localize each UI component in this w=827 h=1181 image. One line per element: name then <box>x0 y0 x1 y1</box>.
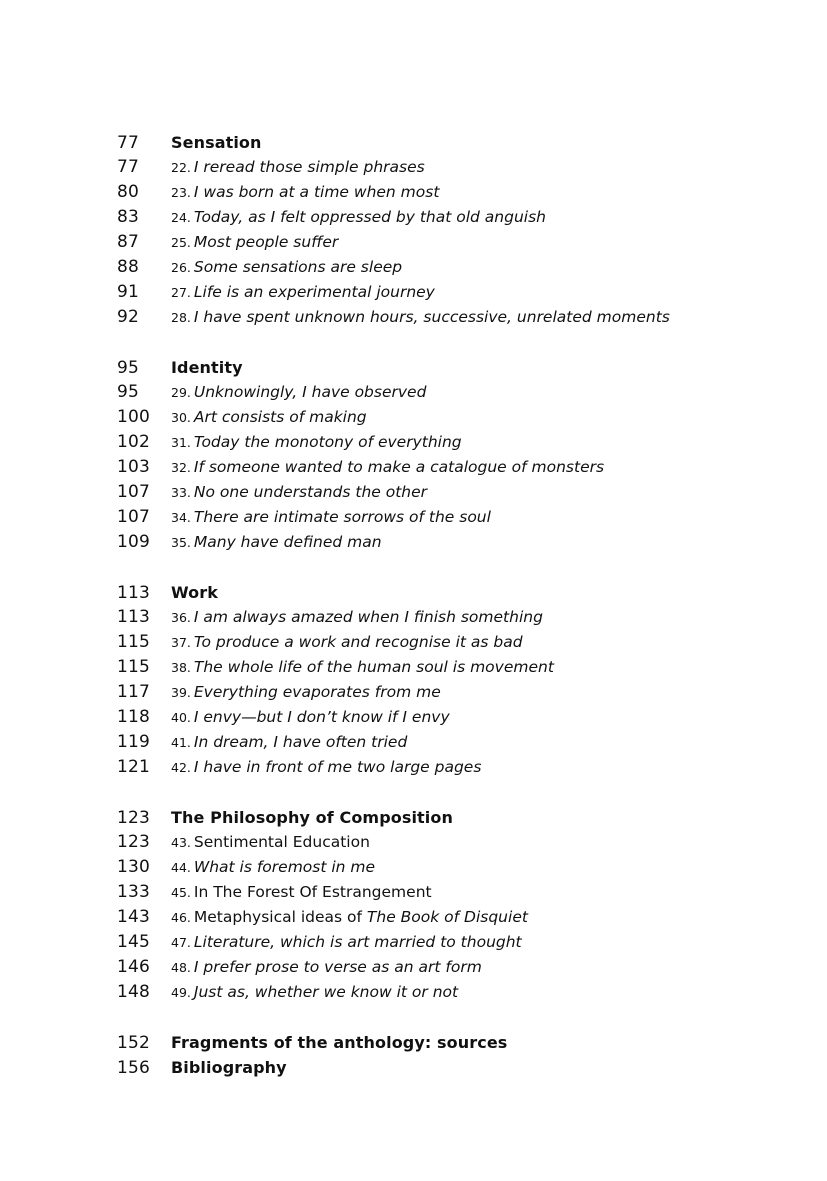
entry-title: I envy—but I don’t know if I envy <box>193 708 450 726</box>
toc-entry[interactable] <box>117 905 757 930</box>
entry-title: Today the monotony of everything <box>193 433 462 451</box>
entry-title <box>194 905 528 930</box>
page-number: 156 <box>117 1058 151 1078</box>
toc-entry[interactable] <box>117 930 757 955</box>
page-number: 107 <box>117 507 151 527</box>
page-number: 88 <box>117 257 140 277</box>
page-number: 118 <box>117 707 151 727</box>
entry-title: Today, as I felt oppressed by that old anguish <box>193 208 547 226</box>
section-title: Sensation <box>171 133 262 152</box>
entry-title: I prefer prose to verse as an art form <box>193 958 482 976</box>
section-heading[interactable] <box>117 580 757 605</box>
toc-section-work <box>117 580 757 780</box>
page-number: 77 <box>117 157 140 177</box>
toc-entry[interactable] <box>117 530 757 555</box>
entry-number: 30. <box>171 410 191 425</box>
page-number: 145 <box>117 932 151 952</box>
toc-entry[interactable] <box>117 980 757 1005</box>
entry-number: 24. <box>171 210 191 225</box>
toc-entry[interactable] <box>117 730 757 755</box>
toc-entry[interactable] <box>117 305 757 330</box>
toc-entry[interactable] <box>117 680 757 705</box>
entry-number: 27. <box>171 285 191 300</box>
back-matter-bibliography[interactable] <box>117 1055 757 1080</box>
entry-title: I have in front of me two large pages <box>193 758 482 776</box>
entry-title-book-name: The Book of Disquiet <box>366 908 528 926</box>
entry-title: The whole life of the human soul is movement <box>193 658 554 676</box>
entry-number: 33. <box>171 485 191 500</box>
entry-title: What is foremost in me <box>193 858 376 876</box>
entry-number: 22. <box>171 160 191 175</box>
section-heading[interactable] <box>117 130 757 155</box>
entry-title: Unknowingly, I have observed <box>193 383 427 401</box>
page-number: 83 <box>117 207 140 227</box>
page-number: 117 <box>117 682 151 702</box>
back-matter-sources[interactable] <box>117 1030 757 1055</box>
page-number: 121 <box>117 757 151 777</box>
toc-entry[interactable] <box>117 155 757 180</box>
entry-number: 25. <box>171 235 191 250</box>
page-number: 133 <box>117 882 151 902</box>
entry-number: 34. <box>171 510 191 525</box>
page-number: 130 <box>117 857 151 877</box>
toc-entry[interactable] <box>117 230 757 255</box>
toc-entry[interactable] <box>117 280 757 305</box>
page-number: 91 <box>117 282 140 302</box>
page-number: 102 <box>117 432 151 452</box>
page-number: 113 <box>117 607 151 627</box>
page-number: 123 <box>117 808 151 828</box>
toc-entry[interactable] <box>117 955 757 980</box>
section-title: The Philosophy of Composition <box>171 808 453 827</box>
entry-number: 26. <box>171 260 191 275</box>
entry-title-prefix: Metaphysical ideas of <box>193 908 367 926</box>
toc-entry[interactable] <box>117 655 757 680</box>
entry-number: 48. <box>171 960 191 975</box>
toc-entry[interactable] <box>117 180 757 205</box>
entry-number: 37. <box>171 635 191 650</box>
page-number: 95 <box>117 358 140 378</box>
page-number: 115 <box>117 632 151 652</box>
entry-title: In dream, I have often tried <box>193 733 408 751</box>
page-number: 80 <box>117 182 140 202</box>
entry-number: 32. <box>171 460 191 475</box>
toc-section-identity <box>117 355 757 555</box>
section-heading[interactable] <box>117 805 757 830</box>
toc-section-philosophy-of-composition <box>117 805 757 1005</box>
entry-number: 39. <box>171 685 191 700</box>
entry-number: 45. <box>171 885 191 900</box>
entry-title: To produce a work and recognise it as bad <box>193 633 523 651</box>
entry-number: 41. <box>171 735 191 750</box>
entry-title: I was born at a time when most <box>193 183 440 201</box>
page-number: 103 <box>117 457 151 477</box>
toc-back-matter <box>117 1030 757 1080</box>
page-number: 95 <box>117 382 140 402</box>
entry-title: Some sensations are sleep <box>193 258 403 276</box>
entry-title: I have spent unknown hours, successive, unrelated moments <box>193 308 670 326</box>
entry-number: 47. <box>171 935 191 950</box>
page-number: 148 <box>117 982 151 1002</box>
entry-title: There are intimate sorrows of the soul <box>193 508 491 526</box>
toc-entry[interactable] <box>117 705 757 730</box>
toc-section-sensation <box>117 130 757 330</box>
entry-title: If someone wanted to make a catalogue of monsters <box>193 458 605 476</box>
entry-title: Life is an experimental journey <box>193 283 435 301</box>
entry-title: Many have defined man <box>193 533 382 551</box>
page-number: 113 <box>117 583 151 603</box>
entry-title: Most people suffer <box>193 233 339 251</box>
page-number: 77 <box>117 133 140 153</box>
section-heading[interactable] <box>117 355 757 380</box>
toc-entry[interactable] <box>117 505 757 530</box>
toc-entry[interactable] <box>117 380 757 405</box>
page-number: 146 <box>117 957 151 977</box>
entry-number: 40. <box>171 710 191 725</box>
page-number: 143 <box>117 907 151 927</box>
toc-entry[interactable] <box>117 630 757 655</box>
toc-entry[interactable] <box>117 205 757 230</box>
entry-number: 42. <box>171 760 191 775</box>
entry-title: No one understands the other <box>193 483 428 501</box>
toc-entry[interactable] <box>117 480 757 505</box>
entry-title: I am always amazed when I finish something <box>193 608 543 626</box>
toc-entry[interactable] <box>117 455 757 480</box>
page-number: 119 <box>117 732 151 752</box>
page-number: 152 <box>117 1033 151 1053</box>
toc-entry[interactable] <box>117 880 757 905</box>
toc-entry[interactable] <box>117 855 757 880</box>
toc-entry[interactable] <box>117 755 757 780</box>
entry-title: In The Forest Of Estrangement <box>193 883 432 901</box>
entry-title: Art consists of making <box>193 408 367 426</box>
entry-title: Sentimental Education <box>193 833 370 851</box>
entry-number: 36. <box>171 610 191 625</box>
toc-entry[interactable] <box>117 255 757 280</box>
entry-title: Literature, which is art married to thought <box>193 933 522 951</box>
page-number: 107 <box>117 482 151 502</box>
entry-title: Everything evaporates from me <box>193 683 441 701</box>
page-number: 92 <box>117 307 140 327</box>
toc-entry[interactable] <box>117 830 757 855</box>
entry-number: 29. <box>171 385 191 400</box>
page-number: 115 <box>117 657 151 677</box>
page-number: 100 <box>117 407 151 427</box>
section-title: Fragments of the anthology: sources <box>171 1033 508 1052</box>
toc-entry[interactable] <box>117 405 757 430</box>
entry-number: 31. <box>171 435 191 450</box>
page-number: 109 <box>117 532 151 552</box>
entry-number: 46. <box>171 910 191 925</box>
table-of-contents <box>117 130 757 1080</box>
section-title: Work <box>171 583 219 602</box>
section-title: Identity <box>171 358 243 377</box>
entry-title: Just as, whether we know it or not <box>193 983 459 1001</box>
entry-number: 35. <box>171 535 191 550</box>
entry-title: I reread those simple phrases <box>193 158 425 176</box>
entry-number: 44. <box>171 860 191 875</box>
page-number: 123 <box>117 832 151 852</box>
entry-number: 43. <box>171 835 191 850</box>
entry-number: 49. <box>171 985 191 1000</box>
toc-entry[interactable] <box>117 605 757 630</box>
section-title: Bibliography <box>171 1058 287 1077</box>
entry-number: 23. <box>171 185 191 200</box>
entry-number: 28. <box>171 310 191 325</box>
toc-entry[interactable] <box>117 430 757 455</box>
entry-number: 38. <box>171 660 191 675</box>
page-number: 87 <box>117 232 140 252</box>
